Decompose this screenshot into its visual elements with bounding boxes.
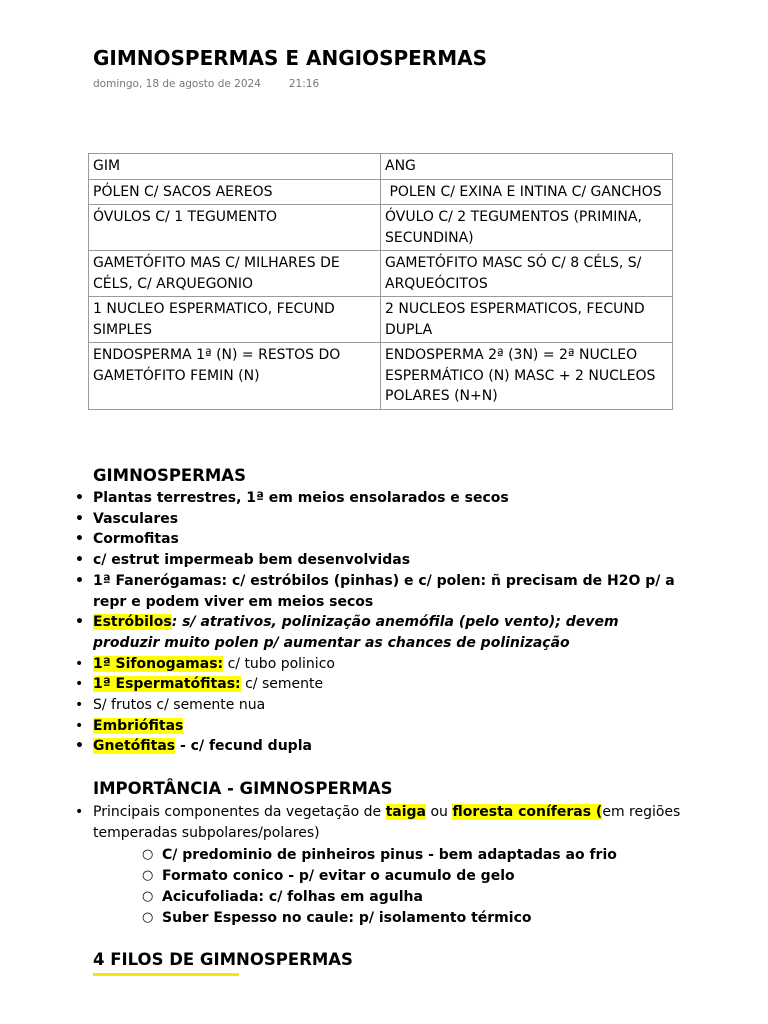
table-cell[interactable]: 1 NUCLEO ESPERMATICO, FECUND SIMPLES bbox=[89, 297, 381, 343]
highlighted-term: 1ª Sifonogamas: bbox=[93, 655, 224, 672]
list-item bbox=[75, 674, 683, 695]
table-cell[interactable]: GAMETÓFITO MASC SÓ C/ 8 CÉLS, S/ ARQUEÓCITOS bbox=[381, 251, 673, 297]
table-cell[interactable]: GAMETÓFITO MAS C/ MILHARES DE CÉLS, C/ ARQUEGONIO bbox=[89, 251, 381, 297]
sub-list-item-text: Suber Espesso no caule: p/ isolamento térmico bbox=[162, 910, 532, 926]
list-item-text: S/ frutos c/ semente nua bbox=[93, 697, 266, 714]
table-cell[interactable]: GIM bbox=[89, 154, 381, 180]
list-item-text: em regiões temperadas subpolares/polares) bbox=[93, 804, 681, 841]
bullet-icon: • bbox=[75, 676, 84, 693]
comparison-table bbox=[88, 153, 673, 410]
page-title: GIMNOSPERMAS E ANGIOSPERMAS bbox=[93, 46, 487, 70]
bullet-icon: • bbox=[75, 804, 84, 820]
importancia-list bbox=[75, 802, 683, 843]
list-item bbox=[75, 550, 683, 571]
list-item-text: Plantas terrestres, 1ª em meios ensolarados e secos bbox=[93, 490, 509, 506]
bullet-icon: • bbox=[75, 614, 84, 631]
list-item-text: c/ estrut impermeab bem desenvolvidas bbox=[93, 552, 411, 569]
sub-list-item bbox=[142, 887, 682, 908]
list-item bbox=[75, 488, 683, 509]
gimnospermas-list bbox=[75, 488, 683, 757]
bullet-icon: • bbox=[75, 697, 84, 714]
list-item bbox=[75, 571, 683, 612]
list-item bbox=[75, 802, 683, 843]
list-item-text: 1ª Fanerógamas: c/ estróbilos (pinhas) e c/ polen: ñ precisam de H2O p/ a repr e podem viver em meios secos bbox=[93, 572, 675, 610]
sub-list-item-text: Acicufoliada: c/ folhas em agulha bbox=[162, 889, 423, 905]
highlighted-term: floresta coníferas ( bbox=[452, 804, 603, 820]
circle-bullet-icon: ○ bbox=[142, 910, 154, 925]
list-item-text: c/ tubo polinico bbox=[223, 655, 335, 672]
section-heading-gimnospermas: GIMNOSPERMAS bbox=[93, 466, 246, 485]
table-cell[interactable]: ÓVULOS C/ 1 TEGUMENTO bbox=[89, 205, 381, 251]
list-item bbox=[75, 612, 683, 653]
table-row bbox=[89, 297, 673, 343]
table-row bbox=[89, 154, 673, 180]
highlighted-term: Estróbilos bbox=[93, 614, 172, 631]
heading-underline bbox=[93, 973, 239, 976]
list-item-text: Vasculares bbox=[93, 510, 179, 527]
highlighted-term: taiga bbox=[385, 804, 427, 820]
sub-list-item bbox=[142, 866, 682, 887]
table-cell[interactable]: ÓVULO C/ 2 TEGUMENTOS (PRIMINA, SECUNDINA) bbox=[381, 205, 673, 251]
highlighted-term: Gnetófitas bbox=[93, 738, 176, 755]
table-row bbox=[89, 179, 673, 205]
table-cell[interactable]: ENDOSPERMA 2ª (3N) = 2ª NUCLEO ESPERMÁTICO (N) MASC + 2 NUCLEOS POLARES (N+N) bbox=[381, 343, 673, 410]
bullet-icon: • bbox=[75, 572, 84, 589]
page-timestamp bbox=[93, 78, 319, 90]
importancia-sublist bbox=[142, 845, 682, 929]
section-heading-importancia: IMPORTÂNCIA - GIMNOSPERMAS bbox=[93, 779, 393, 798]
bullet-icon: • bbox=[75, 552, 84, 569]
sub-list-item-text: Formato conico - p/ evitar o acumulo de gelo bbox=[162, 868, 515, 884]
highlighted-term: Embriófitas bbox=[93, 717, 184, 734]
bullet-icon: • bbox=[75, 738, 84, 755]
list-item-text: ou bbox=[426, 804, 453, 820]
table-cell[interactable]: 2 NUCLEOS ESPERMATICOS, FECUND DUPLA bbox=[381, 297, 673, 343]
list-item bbox=[75, 509, 683, 530]
sub-list-item bbox=[142, 845, 682, 866]
list-item-text: Principais componentes da vegetação de bbox=[93, 804, 386, 820]
sub-list-item bbox=[142, 908, 682, 929]
bullet-icon: • bbox=[75, 510, 84, 527]
list-item-text: : s/ atrativos, polinização anemófila (pelo vento); devem produzir muito polen p/ aumentar as chances de polinização bbox=[93, 614, 619, 651]
table-cell[interactable]: POLEN C/ EXINA E INTINA C/ GANCHOS bbox=[381, 179, 673, 205]
sub-list-item-text: C/ predominio de pinheiros pinus - bem adaptadas ao frio bbox=[162, 847, 617, 863]
list-item bbox=[75, 654, 683, 675]
circle-bullet-icon: ○ bbox=[142, 868, 154, 883]
page-date: domingo, 18 de agosto de 2024 bbox=[93, 78, 261, 90]
bullet-icon: • bbox=[75, 531, 84, 548]
bullet-icon: • bbox=[75, 717, 84, 734]
table-cell[interactable]: PÓLEN C/ SACOS AEREOS bbox=[89, 179, 381, 205]
list-item bbox=[75, 529, 683, 550]
highlighted-term: 1ª Espermatófitas: bbox=[93, 676, 241, 693]
list-item bbox=[75, 695, 683, 716]
table-cell[interactable]: ENDOSPERMA 1ª (N) = RESTOS DO GAMETÓFITO FEMIN (N) bbox=[89, 343, 381, 410]
list-item bbox=[75, 716, 683, 737]
page-time: 21:16 bbox=[288, 78, 320, 90]
table-row bbox=[89, 205, 673, 251]
list-item-text: Cormofitas bbox=[93, 531, 179, 548]
table-cell[interactable]: ANG bbox=[381, 154, 673, 180]
list-item-text: c/ semente bbox=[240, 676, 324, 693]
table-row bbox=[89, 343, 673, 410]
list-item-text: - c/ fecund dupla bbox=[175, 738, 312, 755]
circle-bullet-icon: ○ bbox=[142, 889, 154, 904]
section-heading-filos: 4 FILOS DE GIMNOSPERMAS bbox=[93, 950, 353, 969]
table-row bbox=[89, 251, 673, 297]
list-item bbox=[75, 736, 683, 757]
circle-bullet-icon: ○ bbox=[142, 847, 154, 862]
bullet-icon: • bbox=[75, 490, 84, 506]
bullet-icon: • bbox=[75, 655, 84, 672]
